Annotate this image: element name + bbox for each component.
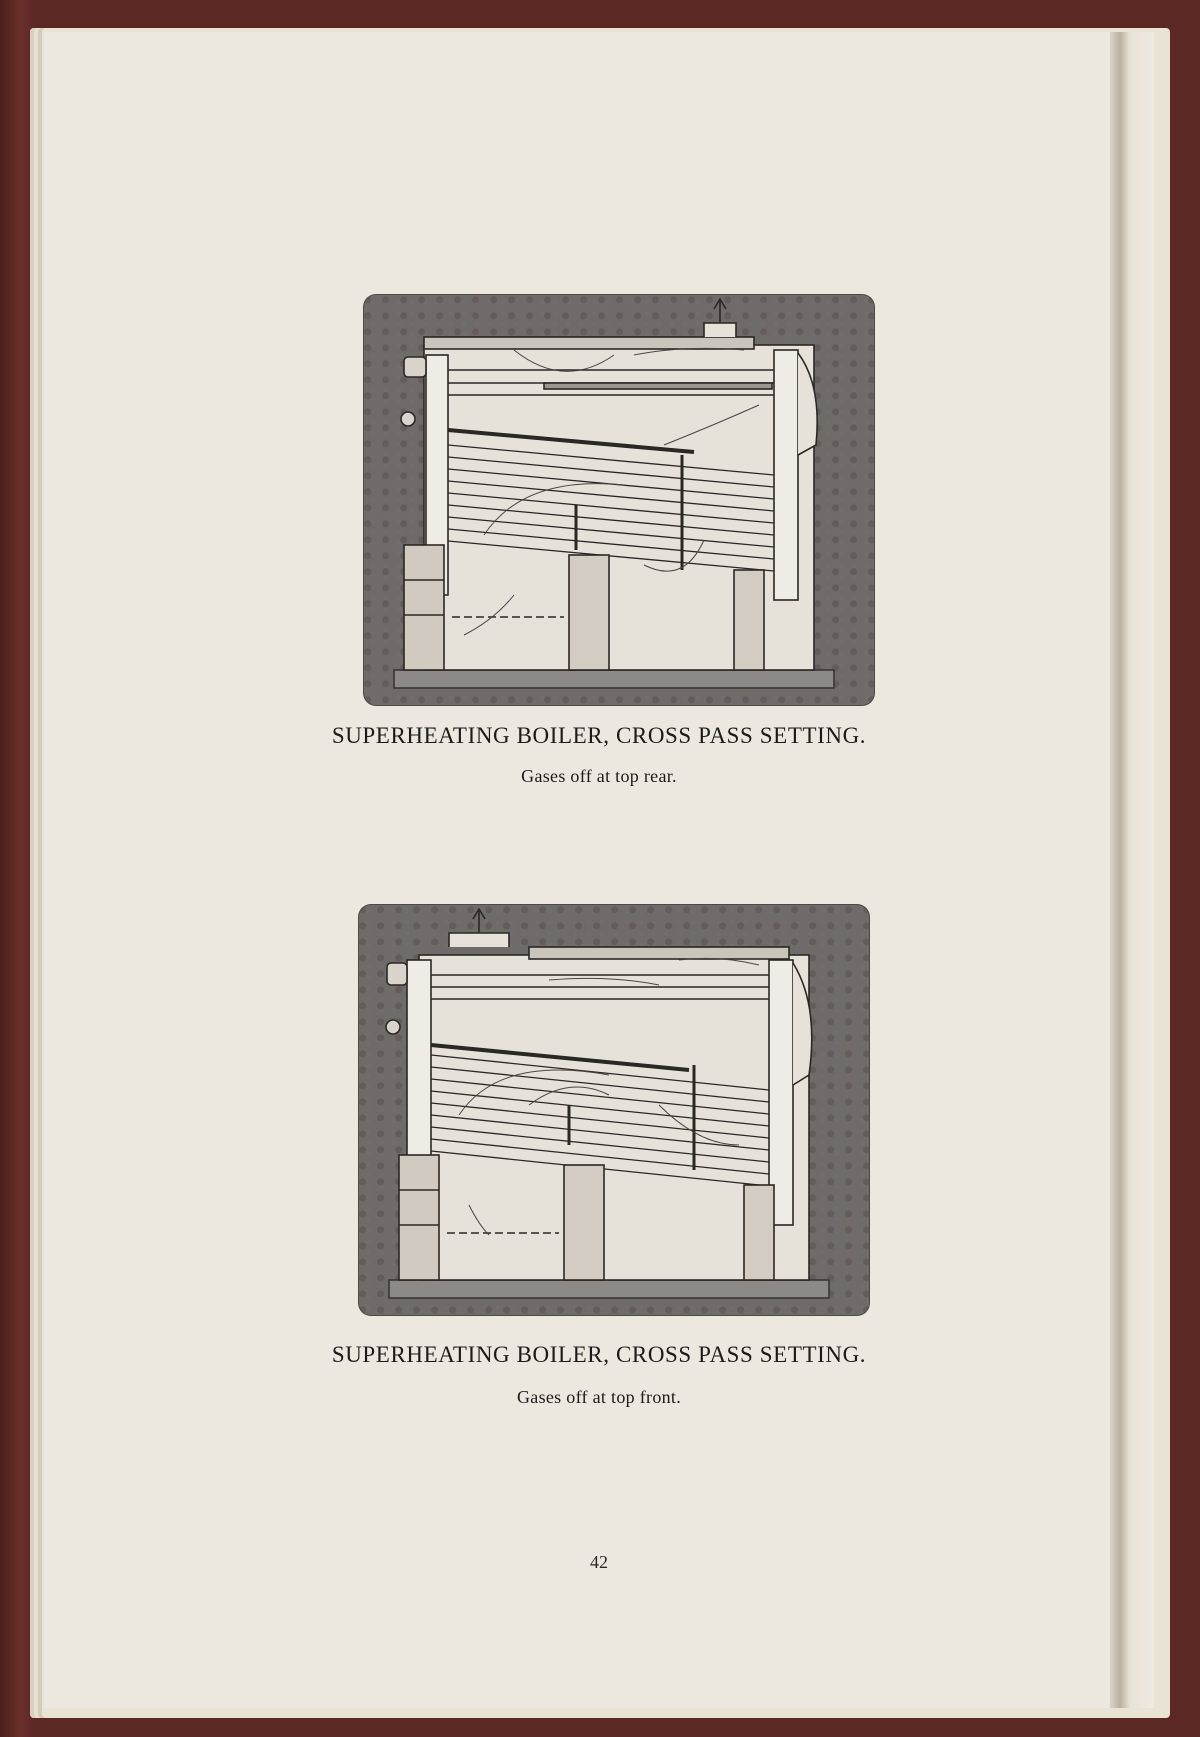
book-page xyxy=(44,32,1154,1708)
figure-1-subtitle: Gases off at top rear. xyxy=(521,766,677,786)
figure-2-title: SUPERHEATING BOILER, CROSS PASS SETTING. xyxy=(331,1342,867,1367)
figure-1-illustration xyxy=(364,295,874,705)
page-gutter xyxy=(1110,32,1154,1708)
figure-2-illustration xyxy=(359,905,869,1315)
boiler-diagram-1 xyxy=(364,295,874,705)
boiler-diagram-2 xyxy=(359,905,869,1315)
figure-1-title: SUPERHEATING BOILER, CROSS PASS SETTING. xyxy=(331,723,867,748)
page-number: 42 xyxy=(590,1552,608,1572)
figure-2-subtitle: Gases off at top front. xyxy=(516,1387,682,1407)
